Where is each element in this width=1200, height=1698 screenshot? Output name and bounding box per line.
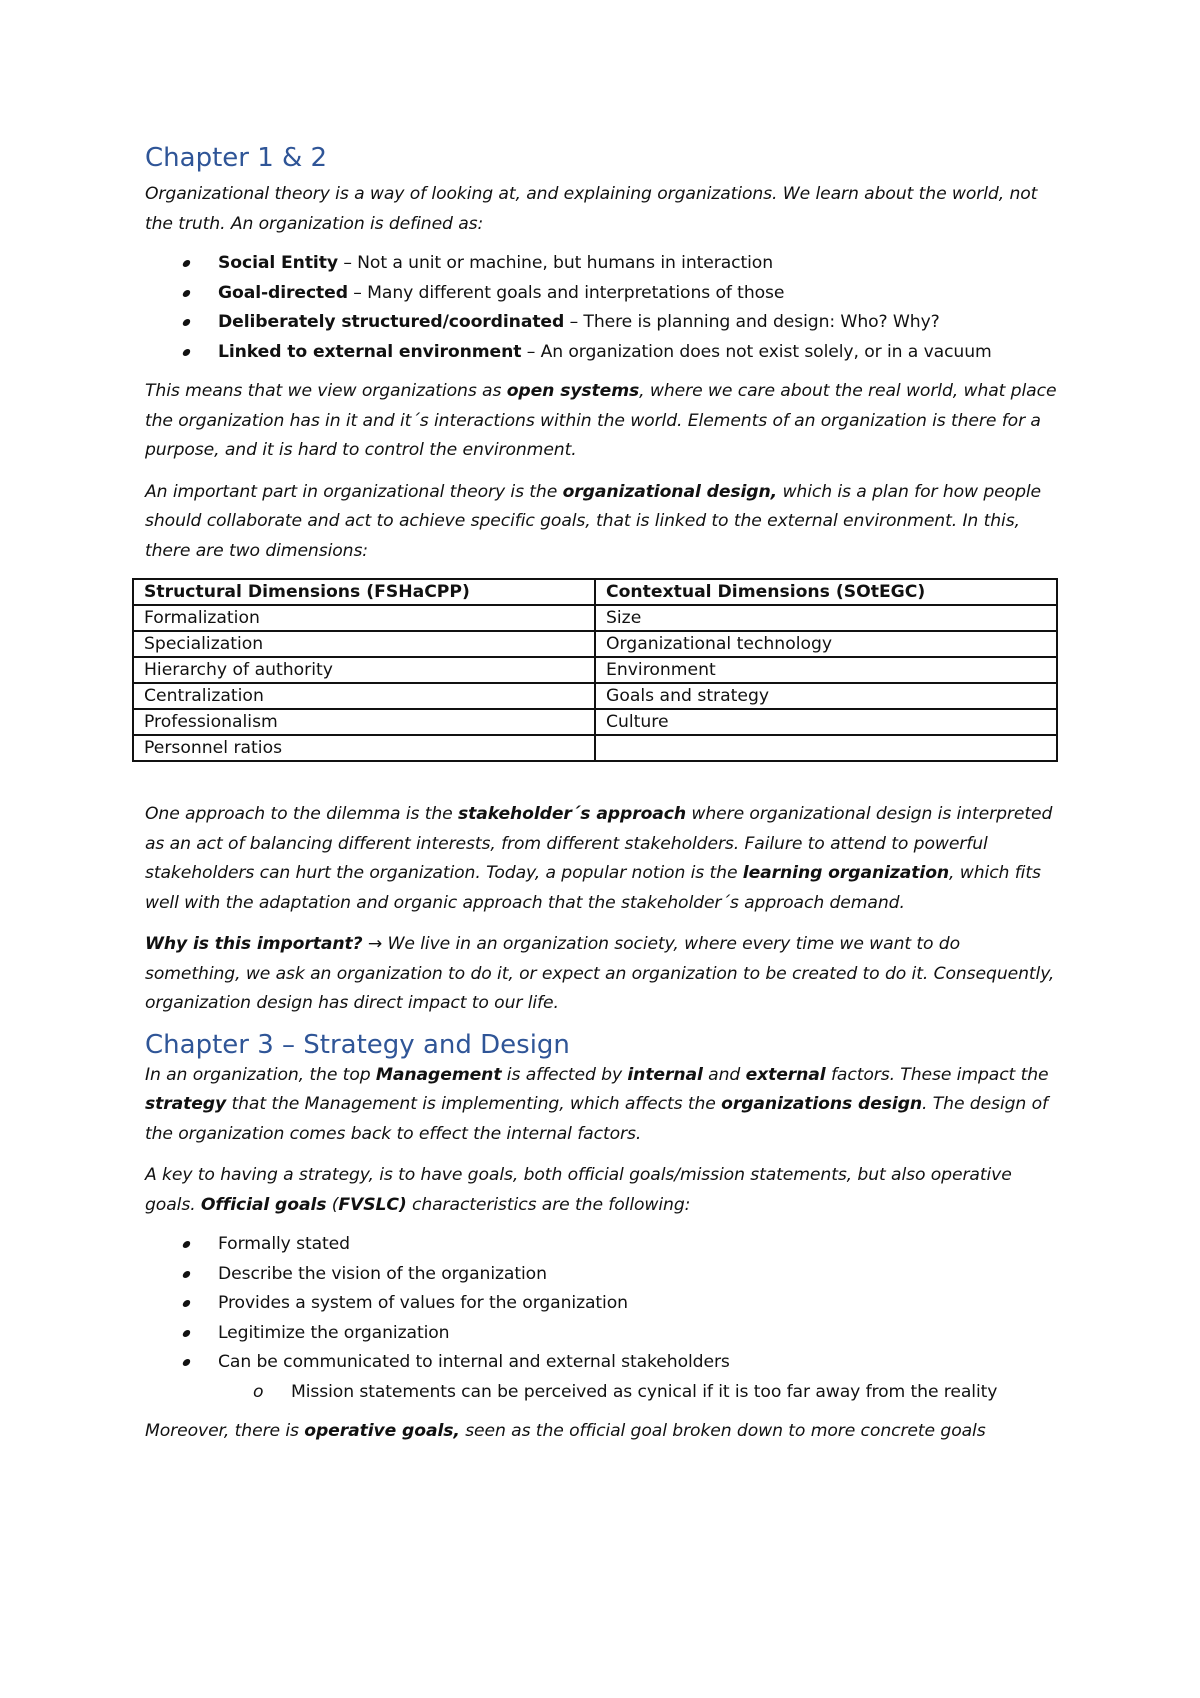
list-item: Provides a system of values for the organization — [145, 1289, 1060, 1319]
term: Linked to external environment — [218, 341, 522, 362]
table-row — [133, 683, 1057, 709]
table-row — [133, 605, 1057, 631]
table-cell: Formalization — [133, 605, 595, 631]
table-cell: Professionalism — [133, 709, 595, 735]
list-item: Describe the vision of the organization — [145, 1260, 1060, 1290]
table-cell: Hierarchy of authority — [133, 657, 595, 683]
document-content — [145, 142, 1060, 1447]
table-header-cell: Structural Dimensions (FSHaCPP) — [133, 579, 595, 605]
bullet-icon — [182, 1359, 192, 1366]
list-item: Can be communicated to internal and external stakeholders — [145, 1348, 1060, 1378]
table-row — [133, 657, 1057, 683]
table-header-row — [133, 579, 1057, 605]
table-cell: Goals and strategy — [595, 683, 1057, 709]
bullet-icon — [182, 1271, 192, 1278]
management-paragraph: In an organization, the top Management is affected by internal and external factors. These impact the strategy that the Management is implementing, which affects the organizations design. The design of the organization comes back to effect the internal factors. — [145, 1064, 1049, 1144]
table-cell: Environment — [595, 657, 1057, 683]
sub-list-container — [145, 1378, 1060, 1408]
table-cell — [595, 735, 1057, 761]
table-cell: Organizational technology — [595, 631, 1057, 657]
bullet-icon — [182, 260, 192, 267]
importance-paragraph: Why is this important? → We live in an organization society, where every time we want to do something, we ask an organization to do it, or expect an organization to be created to do it. Consequently, organization design has direct impact to our life. — [145, 934, 1055, 1013]
intro-paragraph: Organizational theory is a way of looking at, and explaining organizations. We learn about the world, not the truth. An organization is defined as: — [145, 184, 1038, 234]
bullet-icon — [182, 1300, 192, 1307]
term: Social Entity — [218, 253, 338, 273]
sub-list — [145, 1378, 1060, 1408]
definition: – There is planning and design: Who? Why? — [564, 312, 940, 332]
official-goals-list — [145, 1230, 1060, 1407]
bullet-icon — [182, 349, 192, 356]
bullet-icon — [182, 1330, 192, 1337]
definition: – Not a unit or machine, but humans in interaction — [337, 253, 774, 273]
definition: – Many different goals and interpretations of those — [347, 282, 785, 303]
table-row — [133, 631, 1057, 657]
list-item: Formally stated — [145, 1230, 1060, 1260]
open-systems-paragraph: This means that we view organizations as open systems, where we care about the real world, what place the organization has in it and it´s interactions within the world. Elements of an organization is there for a purpose, and it is hard to control the environment. — [145, 381, 1057, 460]
table-cell: Specialization — [133, 631, 595, 657]
sub-list-item: o Mission statements can be perceived as cynical if it is too far away from the reality — [145, 1378, 1060, 1408]
list-item — [145, 308, 1060, 338]
list-item — [145, 249, 1060, 279]
dimensions-table — [132, 578, 1058, 762]
table-cell: Culture — [595, 709, 1057, 735]
bullet-icon — [182, 290, 192, 297]
bullet-icon — [182, 1241, 192, 1248]
chapter-1-2-heading: Chapter 1 & 2 — [145, 143, 328, 173]
table-cell: Centralization — [133, 683, 595, 709]
stakeholder-paragraph: One approach to the dilemma is the stakeholder´s approach where organizational design is interpreted as an act of balancing different interests, from different stakeholders. Failure to attend to powerful stakeholders can hurt the organization. Today, a popular notion is the learning organization, which fits well with the adaptation and organic approach that the stakeholder´s approach demand. — [145, 804, 1053, 913]
bullet-icon — [182, 319, 192, 326]
organization-definition-list — [145, 249, 1060, 367]
term: Deliberately structured/coordinated — [218, 312, 565, 332]
table-header-cell: Contextual Dimensions (SOtEGC) — [595, 579, 1057, 605]
chapter-3-heading: Chapter 3 – Strategy and Design — [145, 1029, 570, 1060]
list-item — [145, 338, 1060, 368]
table-row — [133, 709, 1057, 735]
list-item: Legitimize the organization — [145, 1319, 1060, 1349]
list-item — [145, 279, 1060, 309]
term: Goal-directed — [218, 282, 348, 303]
table-cell: Personnel ratios — [133, 735, 595, 761]
table-row — [133, 735, 1057, 761]
organizational-design-paragraph: An important part in organizational theory is the organizational design, which is a plan for how people should collaborate and act to achieve specific goals, that is linked to the external environment. In this, there are two dimensions: — [145, 481, 1042, 561]
table-cell: Size — [595, 605, 1057, 631]
goals-paragraph: A key to having a strategy, is to have goals, both official goals/mission statements, but also operative goals. Official goals (FVSLC) characteristics are the following: — [145, 1165, 1012, 1215]
right-arrow-icon: → — [362, 934, 388, 954]
circle-bullet-icon: o — [253, 1381, 264, 1402]
definition: – An organization does not exist solely, or in a vacuum — [521, 341, 992, 362]
operative-goals-paragraph: Moreover, there is operative goals, seen as the official goal broken down to more concrete goals — [145, 1421, 986, 1441]
